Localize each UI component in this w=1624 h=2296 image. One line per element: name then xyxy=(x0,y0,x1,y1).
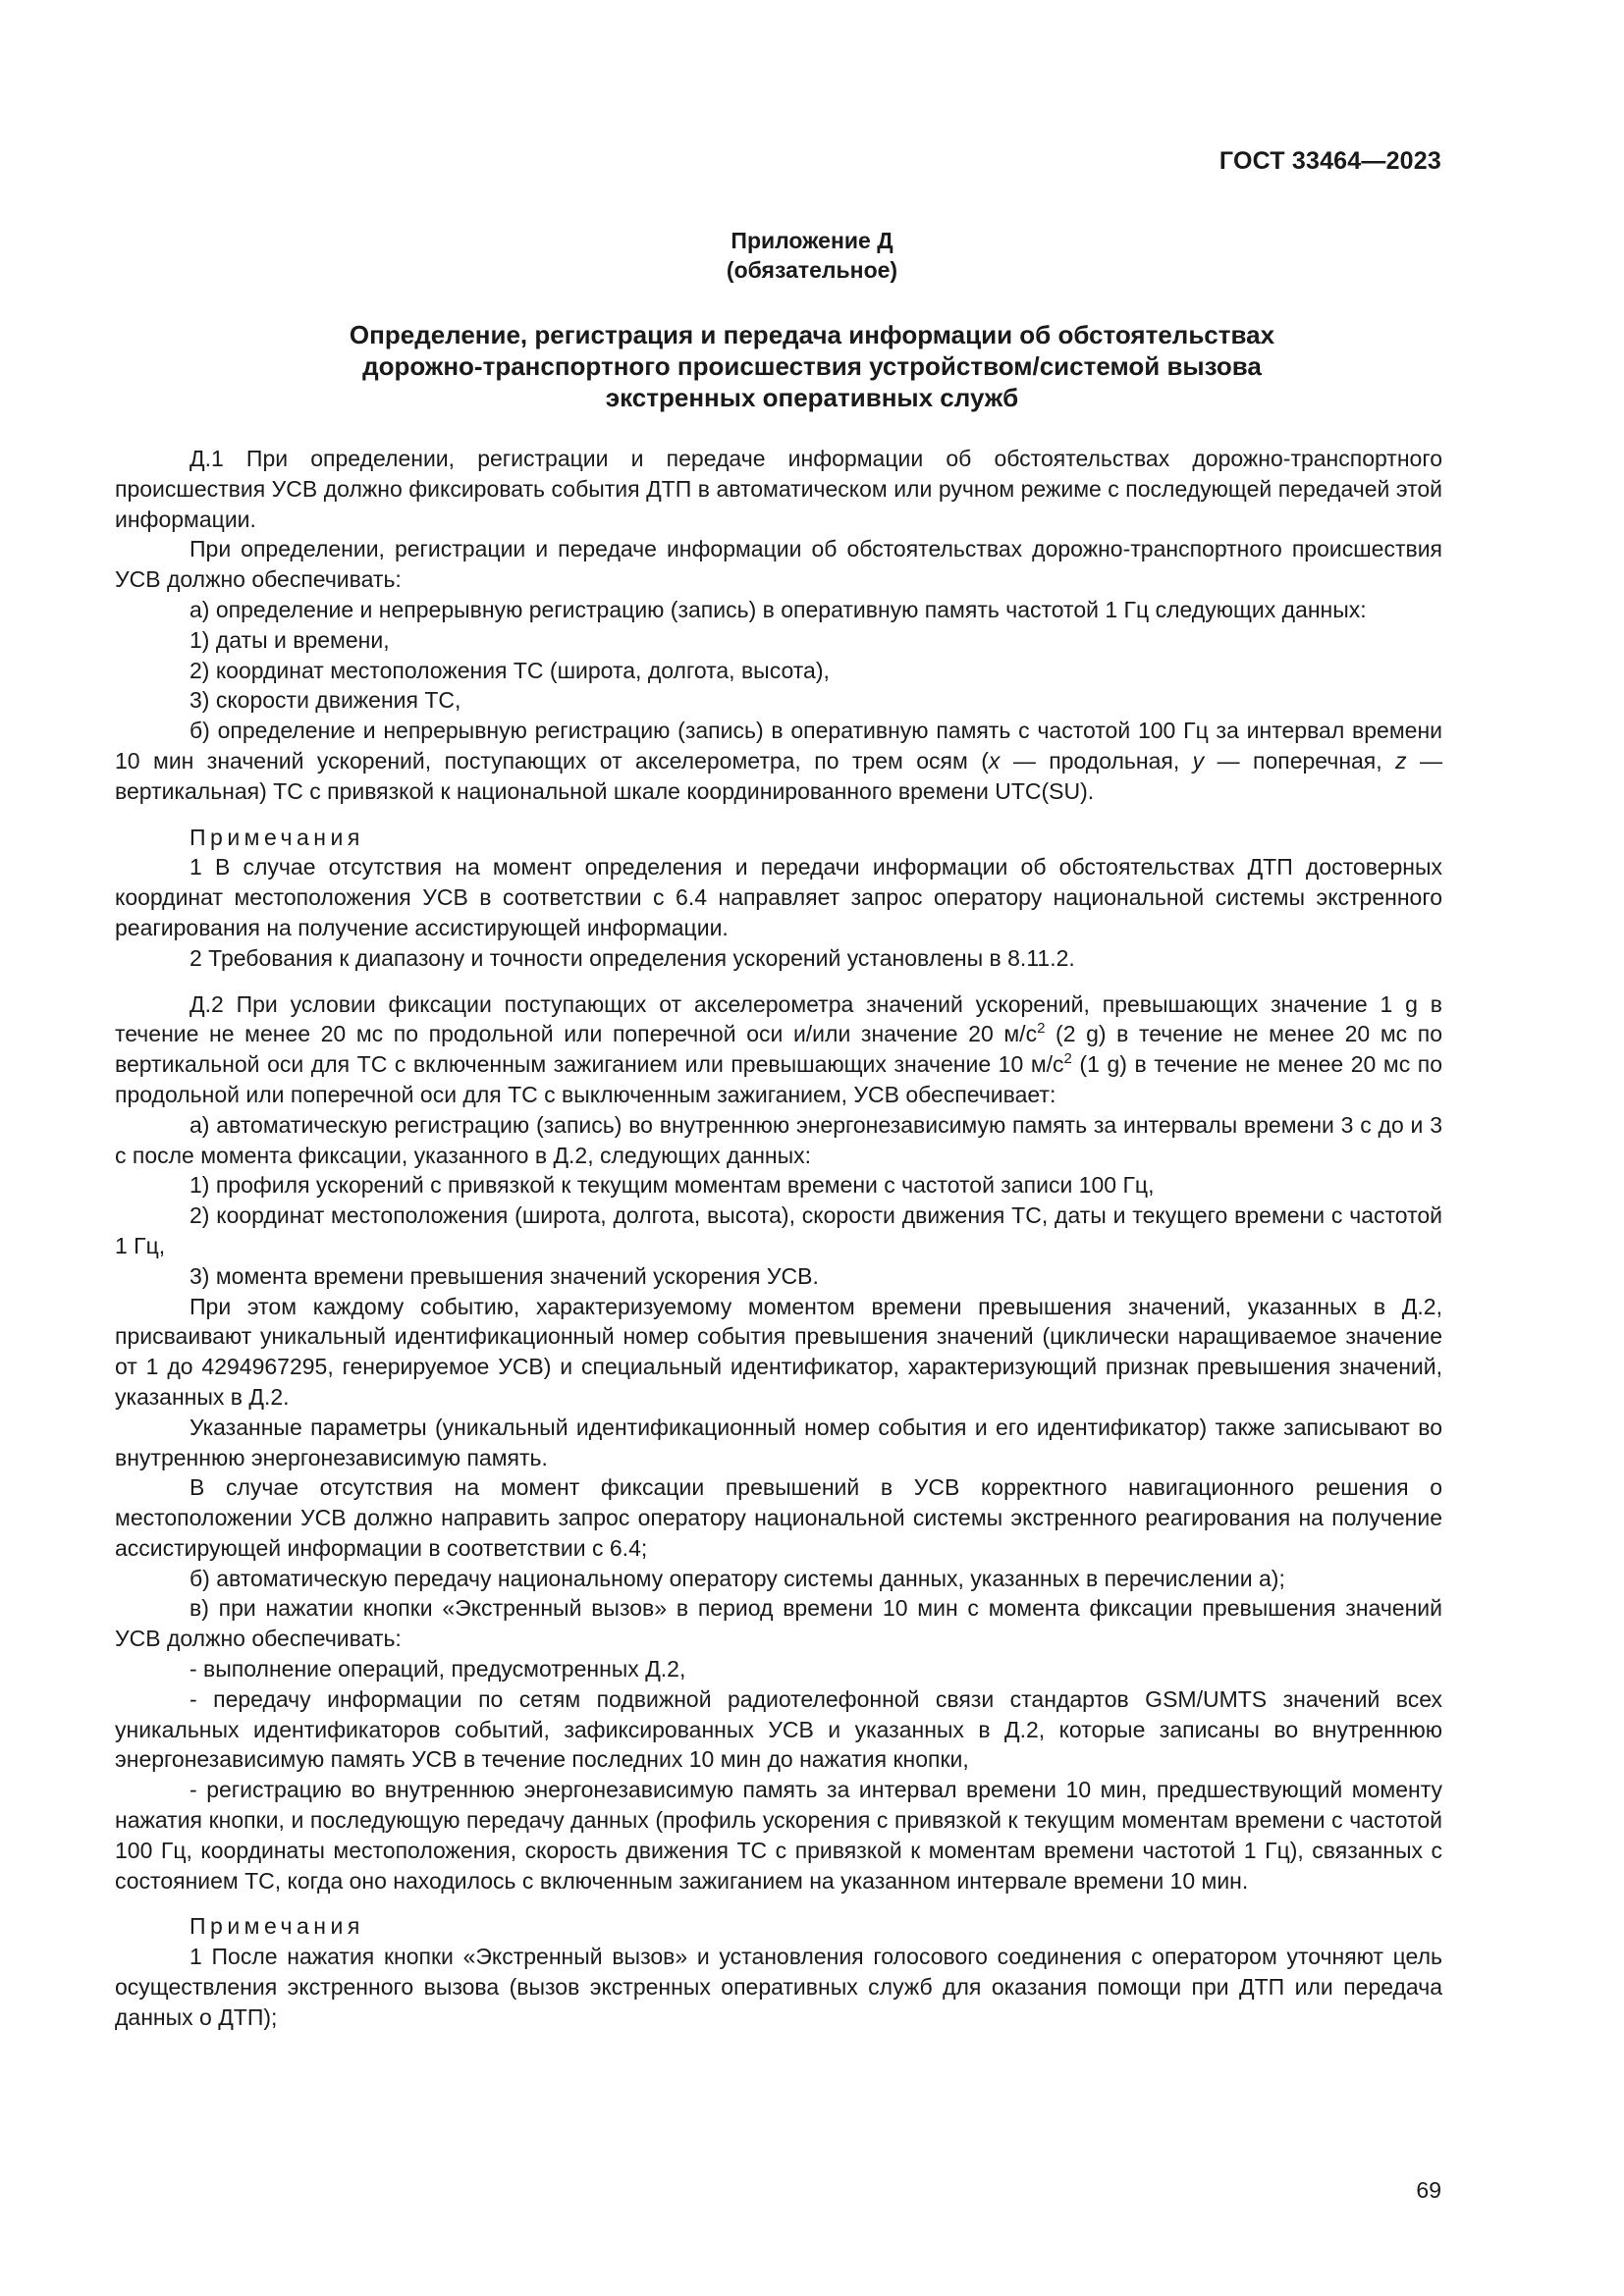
list-item: 2) координат местоположения ТС (широта, долгота, высота), xyxy=(189,657,830,683)
note: 1 В случае отсутствия на момент определения и передачи информации об обстоятельствах ДТП достоверных координат местоположения УСВ в соответствии с 6.4 направляет запрос оператору национальной системы экстренного реагирования на получение ассистирующей информации. xyxy=(115,854,1442,940)
notes-label: Примечания xyxy=(189,824,364,850)
appendix-heading xyxy=(0,226,1624,285)
paragraph: При определении, регистрации и передаче информации об обстоятельствах дорожно-транспортного происшествия УСВ должно обеспечивать: xyxy=(115,536,1442,593)
appendix-status: (обязательное) xyxy=(726,257,898,283)
title-line: Определение, регистрация и передача информации об обстоятельствах xyxy=(349,320,1275,349)
list-item: - выполнение операций, предусмотренных Д.2, xyxy=(189,1656,686,1682)
list-item: а) определение и непрерывную регистрацию (запись) в оперативную память частотой 1 Гц следующих данных: xyxy=(189,596,1367,622)
title-line: экстренных оперативных служб xyxy=(605,383,1019,412)
page-number: 69 xyxy=(1416,2177,1441,2203)
body-text xyxy=(115,444,1442,2033)
list-item: 3) скорости движения ТС, xyxy=(189,687,461,714)
list-item: а) автоматическую регистрацию (запись) во внутреннюю энергонезависимую память за интервалы времени 3 с до и 3 с после момента фиксации, указанного в Д.2, следующих данных: xyxy=(115,1111,1442,1168)
list-item: б) автоматическую передачу национальному оператору системы данных, указанных в перечислении а); xyxy=(189,1565,1285,1591)
notes-label: Примечания xyxy=(189,1913,364,1940)
list-item: б) определение и непрерывную регистрацию (запись) в оперативную память с частотой 100 Гц за интервал времени 10 мин значений ускорений, поступающих от акселерометра, по трем осям (x — продольная, y — поперечная, z — вертикальная) ТС с привязкой к национальной шкале координированного времени UTC(SU). xyxy=(115,718,1443,804)
list-item: 3) момента времени превышения значений ускорения УСВ. xyxy=(189,1262,819,1289)
paragraph: Д.2 При условии фиксации поступающих от акселерометра значений ускорений, превышающих значение 1 g в течение не менее 20 мс по продольной или поперечной оси и/или значение 20 $м/с^2$ (2 g) в течение не менее 20 мс по вертикальной оси для ТС с включенным зажиганием или превышающих значение 10 $м/с^2$ (1 g) в течение не менее 20 мс по продольной или поперечной оси для ТС с выключенным зажиганием, УСВ обеспечивает: xyxy=(115,990,1442,1107)
document-number: ГОСТ 33464—2023 xyxy=(1218,147,1441,175)
paragraph: Д.1 При определении, регистрации и передаче информации об обстоятельствах дорожно-транспортного происшествия УСВ должно фиксировать события ДТП в автоматическом или ручном режиме с последующей передачей этой информации. xyxy=(115,446,1442,532)
appendix-title xyxy=(196,319,1428,413)
paragraph: Указанные параметры (уникальный идентификационный номер события и его идентификатор) также записывают во внутреннюю энергонезависимую память. xyxy=(115,1414,1442,1470)
appendix-label: Приложение Д xyxy=(731,228,893,253)
list-item: в) при нажатии кнопки «Экстренный вызов» в период времени 10 мин с момента фиксации превышения значений УСВ должно обеспечивать: xyxy=(115,1595,1442,1652)
note: 1 После нажатия кнопки «Экстренный вызов» и установления голосового соединения с оператором уточняют цель осуществления экстренного вызова (вызов экстренных оперативных служб для оказания помощи при ДТП или передача данных о ДТП); xyxy=(115,1944,1442,2030)
list-item: - регистрацию во внутреннюю энергонезависимую память за интервал времени 10 мин, предшествующий моменту нажатия кнопки, и последующую передачу данных (профиль ускорения с привязкой к текущим моментам времени с частотой 100 Гц, координаты местоположения, скорость движения ТС с привязкой к моментам времени частотой 1 Гц), связанных с состоянием ТС, когда оно находилось с включенным зажиганием на указанном интервале времени 10 мин. xyxy=(115,1777,1442,1894)
paragraph: При этом каждому событию, характеризуемому моментом времени превышения значений, указанных в Д.2, присваивают уникальный идентификационный номер события превышения значений (циклически наращиваемое значение от 1 до 4294967295, генерируемое УСВ) и специальный идентификатор, характеризующий признак превышения значений, указанных в Д.2. xyxy=(115,1293,1442,1410)
list-item: 1) даты и времени, xyxy=(189,626,390,653)
note: 2 Требования к диапазону и точности определения ускорений установлены в 8.11.2. xyxy=(189,944,1075,971)
title-line: дорожно-транспортного происшествия устройством/системой вызова xyxy=(362,351,1262,381)
paragraph: В случае отсутствия на момент фиксации превышений в УСВ корректного навигационного решения о местоположении УСВ должно направить запрос оператору национальной системы экстренного реагирования на получение ассистирующей информации в соответствии с 6.4; xyxy=(115,1474,1442,1561)
list-item: 1) профиля ускорений с привязкой к текущим моментам времени с частотой записи 100 Гц, xyxy=(189,1172,1155,1199)
list-item: 2) координат местоположения (широта, долгота, высота), скорости движения ТС, даты и текущего времени с частотой 1 Гц, xyxy=(115,1202,1442,1258)
list-item: - передачу информации по сетям подвижной радиотелефонной связи стандартов GSM/UMTS значений всех уникальных идентификаторов событий, зафиксированных УСВ и указанных в Д.2, которые записаны во внутреннюю энергонезависимую память УСВ в течение последних 10 мин до нажатия кнопки, xyxy=(115,1685,1442,1773)
